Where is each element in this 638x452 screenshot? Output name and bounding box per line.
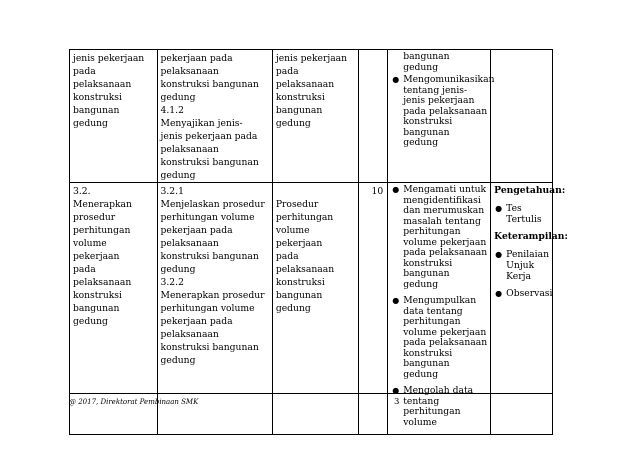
cell-line: konstruksi bangunan xyxy=(160,157,259,168)
list-item-text: Mengamati untuk mengidentifikasi dan merumuskan masalah tentang perhitungan volume pekerjaan pada pelaksanaan konstruksi bangunan gedung xyxy=(403,184,488,290)
list-item xyxy=(494,249,549,282)
knowledge-heading: Pengetahuan: xyxy=(494,185,566,196)
cell-line: konstruksi xyxy=(275,92,325,103)
bullet-icon: ● xyxy=(392,185,400,194)
cell-line: pelaksanaan xyxy=(160,66,219,77)
cell-line: pelaksanaan xyxy=(160,238,219,249)
cell-line: pekerjaan pada xyxy=(160,53,233,64)
list-item-text: Mengumpulkan data tentang perhitungan volume pekerjaan pada pelaksanaan konstruksi bangunan gedung xyxy=(403,295,488,380)
cell-line: bangunan gedung xyxy=(275,290,323,314)
footer-divider xyxy=(69,393,553,394)
bullet-icon: ● xyxy=(392,75,400,84)
cell-line: pelaksanaan xyxy=(160,144,219,155)
cell-line: Menjelaskan prosedur xyxy=(160,199,265,210)
bullet-icon: ● xyxy=(392,386,400,395)
competency-cell xyxy=(70,183,158,435)
cell-line: gedung xyxy=(160,355,196,366)
list-item xyxy=(391,296,487,380)
list-item-text: Penilaian Unjuk Kerja xyxy=(506,249,549,282)
cell-line: pada pelaksanaan xyxy=(73,264,132,288)
bullet-icon: ● xyxy=(392,296,400,305)
cell-line: konstruksi xyxy=(73,92,122,103)
table-row xyxy=(70,50,553,183)
page-number: 3 xyxy=(394,397,400,407)
list-item-text: Tes Tertulis xyxy=(506,203,542,225)
cell-line: 3.2.2 xyxy=(160,277,184,288)
list-item-text: Mengolah data tentang perhitungan volume xyxy=(403,385,474,428)
cell-line xyxy=(276,185,356,198)
table-row xyxy=(70,183,553,435)
cell-line: perhitungan volume xyxy=(160,303,255,314)
material-cell xyxy=(272,50,359,183)
cell-line: pekerjaan pada xyxy=(160,316,233,327)
cell-line: jenis pekerjaan xyxy=(73,53,145,64)
cell-line: Menerapkan xyxy=(73,199,132,210)
indicator-cell xyxy=(157,50,272,183)
assessment-cell xyxy=(491,50,553,183)
cell-line: bangunan gedung xyxy=(73,303,120,327)
list-item xyxy=(494,288,553,299)
cell-line: pada pelaksanaan xyxy=(275,251,335,275)
skill-heading: Keterampilan: xyxy=(494,231,568,242)
cell-line: konstruksi bangunan xyxy=(160,342,259,353)
cell-line: bangunan gedung xyxy=(73,105,120,129)
activity-cell xyxy=(388,50,495,183)
cell-line: pelaksanaan xyxy=(160,329,219,340)
cell-line: Prosedur xyxy=(275,199,319,210)
list-item: bangunan gedung xyxy=(403,51,450,73)
list-item xyxy=(494,203,549,225)
cell-line: 3.2. xyxy=(73,186,91,197)
cell-line: volume pekerjaan xyxy=(275,225,323,249)
cell-line: konstruksi xyxy=(275,277,325,288)
cell-line: konstruksi bangunan xyxy=(160,251,259,262)
syllabus-table xyxy=(69,49,568,435)
assessment-cell xyxy=(491,183,568,435)
list-item-text: Mengomunikasikan tentang jenis-jenis pekerjaan pada pelaksanaan konstruksi bangunan gedung xyxy=(403,74,495,148)
cell-line: Menyajikan jenis- xyxy=(160,118,243,129)
cell-line: pada pelaksanaan xyxy=(275,66,335,90)
competency-cell xyxy=(70,50,158,183)
footer-copyright: @ 2017, Direktorat Pembinaan SMK xyxy=(69,398,199,406)
cell-line: gedung xyxy=(160,170,196,181)
cell-line: prosedur xyxy=(73,212,116,223)
material-cell xyxy=(272,183,359,435)
list-item xyxy=(391,74,495,149)
cell-line: gedung xyxy=(160,92,196,103)
cell-line: perhitungan xyxy=(73,225,131,236)
list-item xyxy=(391,185,487,290)
cell-line: jenis pekerjaan pada xyxy=(160,131,258,142)
time-cell: 10 xyxy=(359,183,388,435)
cell-line: volume pekerjaan xyxy=(73,238,120,262)
bullet-icon: ● xyxy=(495,289,503,298)
activity-cell xyxy=(388,183,491,435)
cell-line: 3.2.1 xyxy=(160,186,184,197)
cell-line: konstruksi bangunan xyxy=(160,79,259,90)
cell-line: pada pelaksanaan xyxy=(73,66,132,90)
list-item-text: Observasi xyxy=(506,288,553,299)
indicator-cell xyxy=(157,183,272,435)
time-cell xyxy=(359,50,388,183)
cell-line: pekerjaan pada xyxy=(160,225,233,236)
cell-line: Menerapkan prosedur xyxy=(160,290,265,301)
cell-line: konstruksi xyxy=(73,290,122,301)
bullet-icon: ● xyxy=(495,204,503,213)
cell-line: jenis pekerjaan xyxy=(275,53,348,64)
cell-line: 4.1.2 xyxy=(160,105,184,116)
bullet-icon: ● xyxy=(495,250,503,259)
cell-line: bangunan gedung xyxy=(275,105,323,129)
cell-line: gedung xyxy=(160,264,196,275)
cell-line: perhitungan xyxy=(275,212,334,223)
cell-line: perhitungan volume xyxy=(160,212,255,223)
